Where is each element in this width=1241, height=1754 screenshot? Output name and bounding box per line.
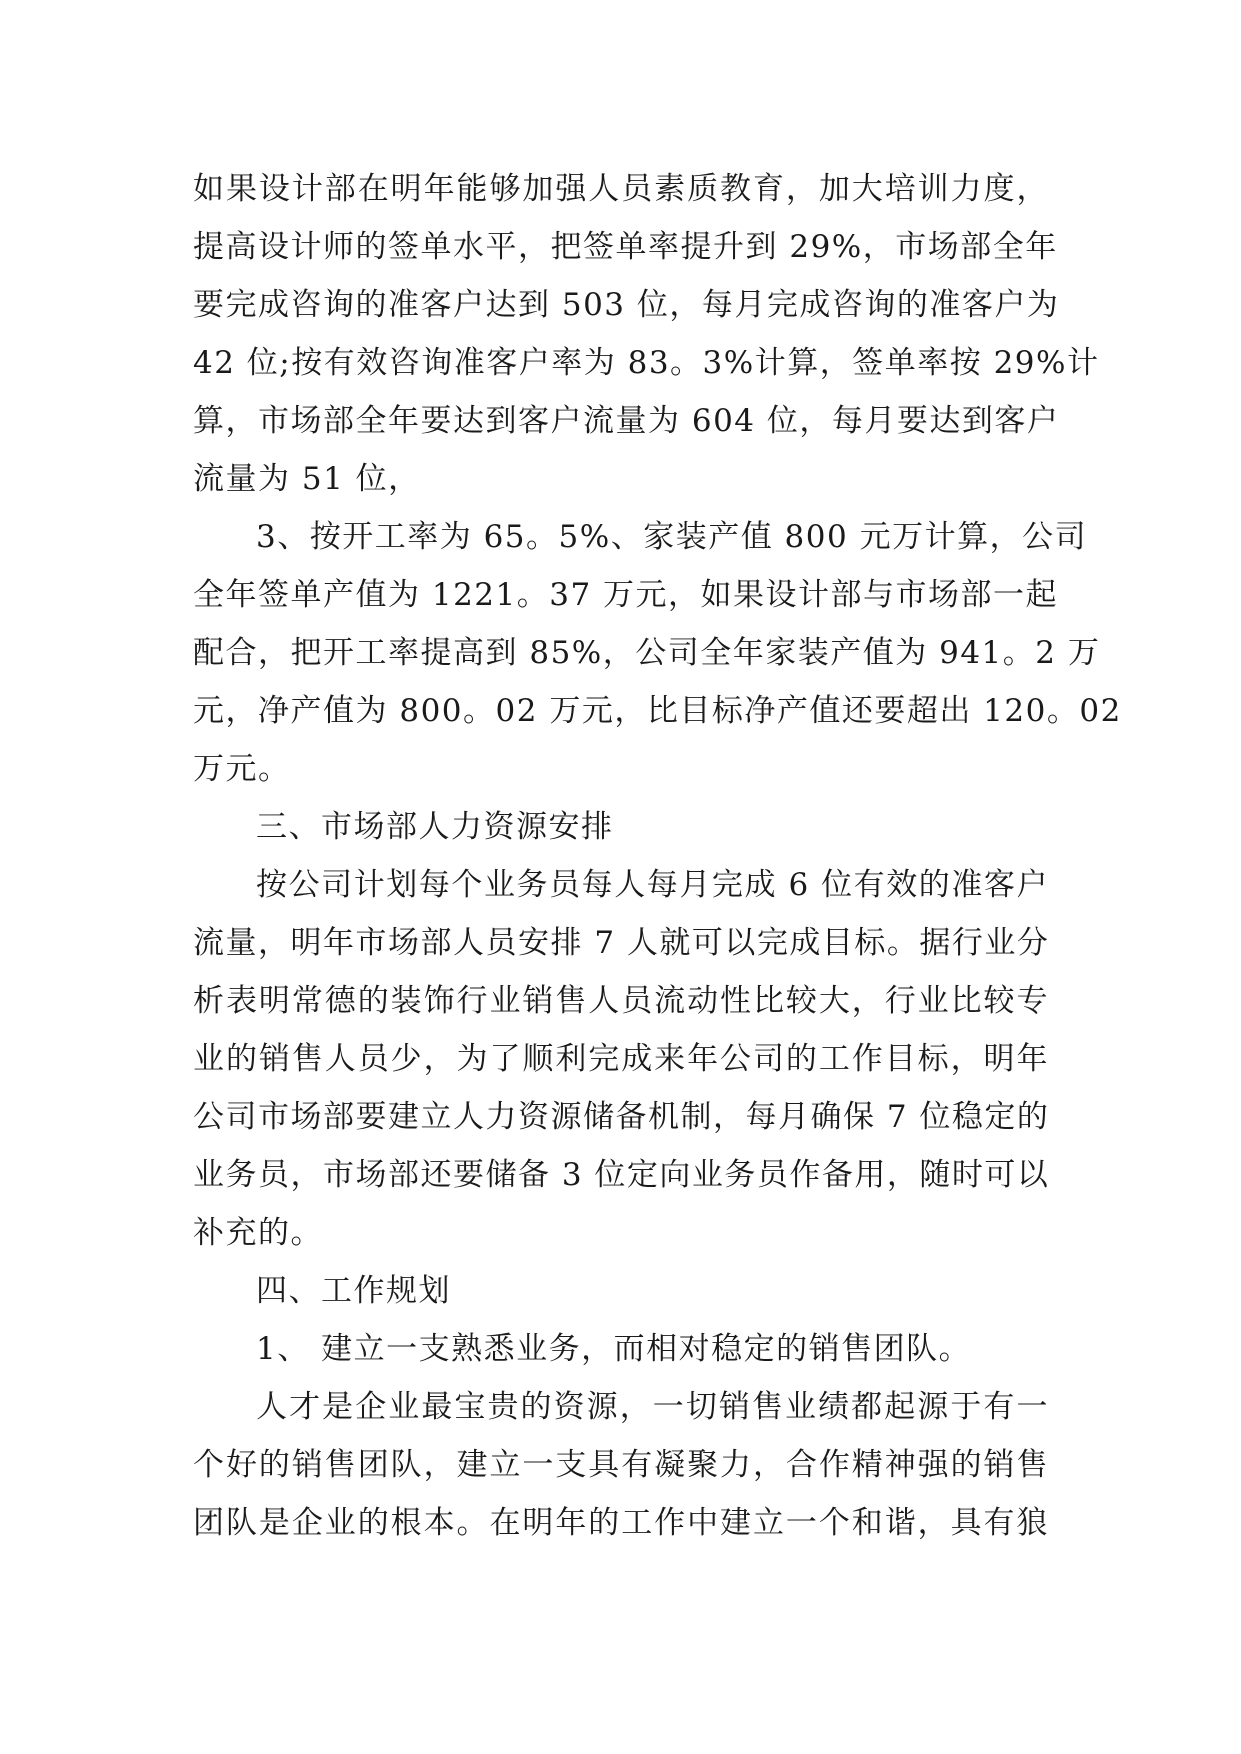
text-line: 42 位;按有效咨询准客户率为 83。3%计算，签单率按 29%计: [193, 345, 1100, 381]
text-line: 三、市场部人力资源安排: [256, 809, 614, 845]
text-line: 析表明常德的装饰行业销售人员流动性比较大，行业比较专: [193, 983, 1049, 1019]
text-line: 公司市场部要建立人力资源储备机制，每月确保 7 位稳定的: [193, 1099, 1050, 1135]
paragraph: [193, 798, 1049, 856]
paragraph: [193, 1262, 1049, 1320]
text-line: 万元。: [193, 751, 291, 787]
text-line: 算，市场部全年要达到客户流量为 604 位，每月要达到客户: [193, 403, 1060, 439]
text-line: 如果设计部在明年能够加强人员素质教育，加大培训力度，: [193, 171, 1049, 207]
paragraph: [193, 1320, 1049, 1378]
text-line: 1、 建立一支熟悉业务，而相对稳定的销售团队。: [256, 1331, 972, 1367]
text-line: 业务员，市场部还要储备 3 位定向业务员作备用，随时可以: [193, 1157, 1050, 1193]
text-line: 流量为 51 位，: [193, 461, 421, 497]
text-line: 人才是企业最宝贵的资源，一切销售业绩都起源于有一: [256, 1389, 1049, 1425]
text-line: 团队是企业的根本。在明年的工作中建立一个和谐，具有狼: [193, 1505, 1049, 1541]
text-line: 提高设计师的签单水平，把签单率提升到 29%，市场部全年: [193, 229, 1058, 265]
paragraph: [193, 508, 1122, 798]
text-line: 按公司计划每个业务员每人每月完成 6 位有效的准客户: [256, 867, 1049, 903]
text-line: 3、按开工率为 65。5%、家装产值 800 元万计算，公司: [256, 519, 1088, 555]
paragraph: [193, 160, 1100, 508]
text-line: 补充的。: [193, 1215, 323, 1251]
paragraph: [193, 856, 1049, 1262]
text-line: 业的销售人员少，为了顺利完成来年公司的工作目标，明年: [193, 1041, 1049, 1077]
text-line: 四、工作规划: [256, 1273, 451, 1309]
text-line: 全年签单产值为 1221。37 万元，如果设计部与市场部一起: [193, 577, 1059, 613]
text-line: 个好的销售团队，建立一支具有凝聚力，合作精神强的销售: [193, 1447, 1049, 1483]
text-line: 元，净产值为 800。02 万元，比目标净产值还要超出 120。02: [193, 693, 1122, 729]
text-line: 流量，明年市场部人员安排 7 人就可以完成目标。据行业分: [193, 925, 1050, 961]
document-body: [193, 160, 1122, 1552]
paragraph: [193, 1378, 1049, 1552]
text-line: 配合，把开工率提高到 85%，公司全年家装产值为 941。2 万: [193, 635, 1101, 671]
text-line: 要完成咨询的准客户达到 503 位，每月完成咨询的准客户为: [193, 287, 1060, 323]
